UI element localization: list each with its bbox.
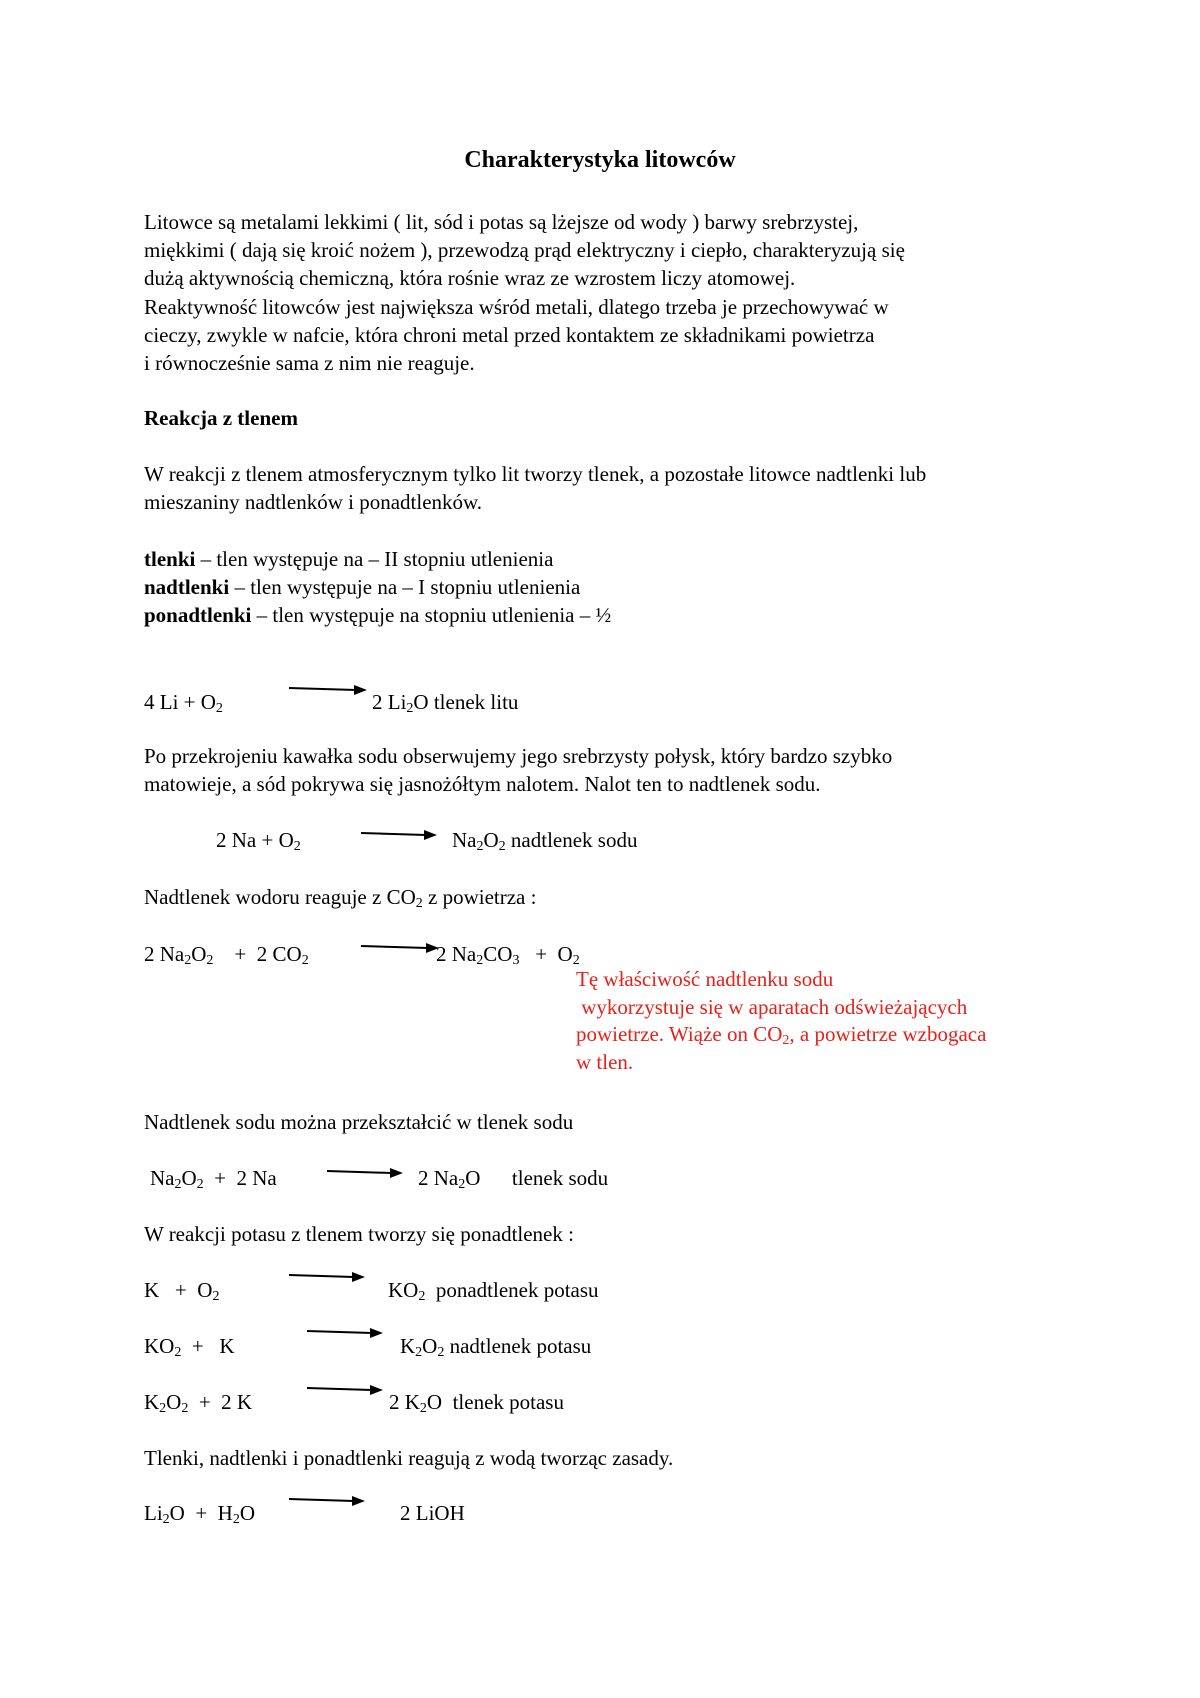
oxygen-paragraph (144, 460, 1084, 516)
note-line: Tę właściwość nadtlenku sodu (576, 967, 834, 991)
definition-nadtlenki (144, 573, 1084, 601)
sodium-paragraph (144, 742, 1084, 798)
eq7-lhs: $K_2O_2 + 2$ K (144, 1390, 253, 1416)
potassium-sentence: W reakcji potasu z tlenem tworzy się ponadtlenek : (144, 1222, 574, 1246)
paragraph-line: mieszaniny nadtlenków i ponadtlenków. (144, 490, 483, 515)
eq1-lhs: 4 $Li + O_2$ (144, 690, 223, 716)
intro-paragraph (144, 208, 1084, 377)
eq3-rhs: 2 $Na_2CO_3 + O_2$ (436, 942, 580, 968)
eq8-rhs: 2 LiOH (400, 1501, 465, 1525)
definition-term: ponadtlenki (144, 603, 252, 628)
co2-sentence: Nadtlenek wodoru reaguje z $CO_2$ z powietrza : (144, 885, 537, 911)
eq2-rhs: $Na_2O_2$ nadtlenek sodu (452, 828, 638, 854)
paragraph-line: W reakcji z tlenem atmosferycznym tylko lit tworzy tlenek, a pozostałe litowce nadtlenki lub (144, 462, 927, 486)
note-line: wykorzystuje się w aparatach odświeżających (576, 994, 968, 1019)
definition-text: – tlen występuje na stopniu utlenienia – ½ (251, 603, 612, 628)
eq5-rhs: $KO_2$ ponadtlenek potasu (388, 1278, 599, 1304)
eq4-lhs: $Na_2O_2 + 2$ Na (150, 1166, 277, 1192)
paragraph-line: matowieje, a sód pokrywa się jasnożółtym nalotem. Nalot ten to nadtlenek sodu. (144, 772, 821, 797)
definition-term: tlenki (144, 547, 196, 571)
eq7-rhs: 2 $K_2O$ tlenek potasu (389, 1390, 564, 1416)
intro-line: Litowce są metalami lekkimi ( lit, sód i potas są lżejsze od wody ) barwy srebrzystej, (144, 210, 859, 234)
reaction-arrow-icon (288, 684, 368, 696)
definitions-list (144, 545, 1084, 630)
reaction-arrow-icon (288, 1495, 366, 1507)
definition-ponadtlenki (144, 601, 1084, 629)
eq6-rhs: $K_2O_2$ nadtlenek potasu (400, 1334, 592, 1360)
intro-line: Reaktywność litowców jest największa wśród metali, dlatego trzeba je przechowywać w (144, 294, 889, 319)
definition-tlenki (144, 545, 1084, 573)
reaction-arrow-icon (288, 1271, 366, 1283)
definition-text: – tlen występuje na – II stopniu utlenienia (195, 547, 554, 571)
eq4-rhs: 2 $Na_2O$ tlenek sodu (418, 1166, 609, 1192)
eq8-lhs: $Li_2O + H_2O$ (144, 1501, 256, 1527)
definition-text: – tlen występuje na – I stopniu utlenienia (229, 575, 581, 600)
eq5-lhs: $K + O_2$ (144, 1278, 220, 1304)
intro-line: cieczy, zwykle w nafcie, która chroni metal przed kontaktem ze składnikami powietrza (144, 322, 875, 347)
section-heading: Reakcja z tlenem (144, 406, 298, 430)
reaction-arrow-icon (360, 942, 440, 954)
reaction-arrow-icon (360, 829, 438, 841)
eq2-lhs: 2 $Na + O_2$ (216, 828, 301, 854)
reaction-arrow-icon (326, 1167, 404, 1179)
intro-line: i równocześnie sama z nim nie reaguje. (144, 351, 475, 376)
document-title: Charakterystyka litowców (464, 147, 736, 173)
eq3-lhs: 2 $Na_2O_2$ + 2 $CO_2$ (144, 942, 309, 968)
reaction-arrow-icon (306, 1384, 384, 1396)
intro-line: dużą aktywnością chemiczną, która rośnie wraz ze wzrostem liczy atomowej. (144, 266, 796, 291)
note-line: powietrze. Wiąże on $CO_2$, a powietrze wzbogaca (576, 1022, 987, 1048)
eq6-lhs: $KO_2 + K$ (144, 1334, 235, 1360)
note-line: w tlen. (576, 1049, 634, 1074)
intro-line: miękkimi ( dają się kroić nożem ), przewodzą prąd elektryczny i ciepło, charakteryzują się (144, 238, 905, 263)
definition-term: nadtlenki (144, 575, 230, 600)
convert-sentence: Nadtlenek sodu można przekształcić w tlenek sodu (144, 1110, 574, 1134)
red-note (576, 966, 1076, 1076)
bases-sentence: Tlenki, nadtlenki i ponadtlenki reagują z wodą tworząc zasady. (144, 1446, 674, 1470)
reaction-arrow-icon (306, 1327, 384, 1339)
eq1-rhs: 2 $Li_2O$ tlenek litu (372, 690, 519, 716)
paragraph-line: Po przekrojeniu kawałka sodu obserwujemy jego srebrzysty połysk, który bardzo szybko (144, 744, 893, 768)
